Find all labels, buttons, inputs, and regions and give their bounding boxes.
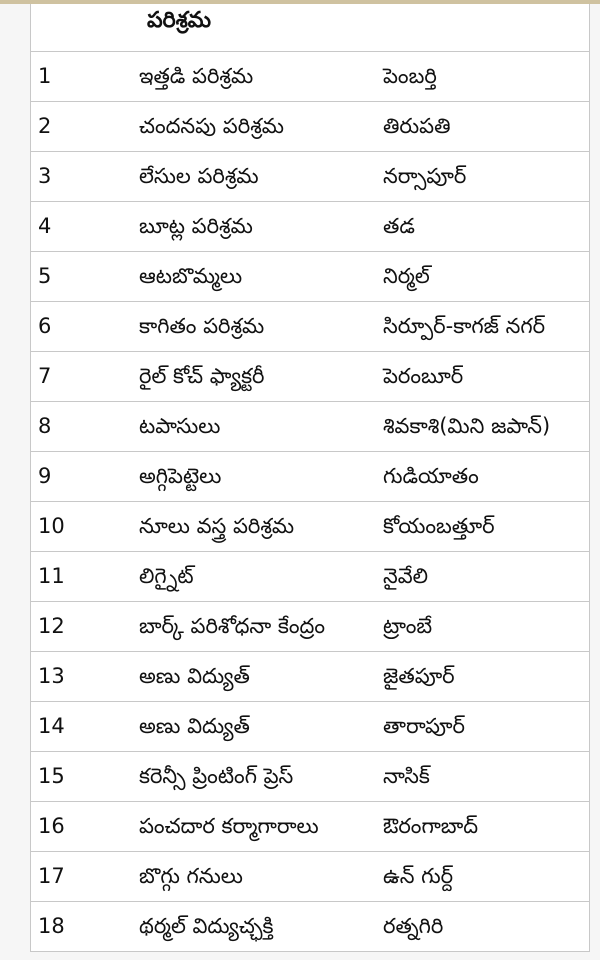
industry-location: నర్సాపూర్ <box>383 164 467 188</box>
industries-table <box>30 4 590 952</box>
row-number: 1 <box>38 64 52 88</box>
industry-name: టపాసులు <box>139 414 221 438</box>
table-body <box>31 52 589 952</box>
header-industry-label: పరిశ్రమ <box>147 8 212 33</box>
industry-name: బూట్ల పరిశ్రమ <box>139 214 253 238</box>
industry-location: సిర్పూర్-కాగజ్ నగర్ <box>383 314 546 338</box>
row-number: 6 <box>38 314 52 338</box>
table-row <box>31 102 589 152</box>
table-row <box>31 502 589 552</box>
industry-location: తడ <box>383 214 415 238</box>
industry-name: థర్మల్ విద్యుచ్ఛక్తి <box>139 914 274 938</box>
row-number: 9 <box>38 464 52 488</box>
industry-location: ఉన్ గుర్ద్ <box>383 864 454 888</box>
table-row <box>31 702 589 752</box>
table-row <box>31 202 589 252</box>
industry-name: బార్క్ పరిశోధనా కేంద్రం <box>139 614 326 638</box>
industry-name: అణు విద్యుత్ <box>139 664 250 688</box>
industry-location: గుడియాతం <box>383 464 479 488</box>
table-row <box>31 52 589 102</box>
row-number: 14 <box>38 714 65 738</box>
table-row <box>31 402 589 452</box>
industry-name: కాగితం పరిశ్రమ <box>139 314 265 338</box>
industry-name: చందనపు పరిశ్రమ <box>139 114 284 138</box>
row-number: 3 <box>38 164 52 188</box>
row-number: 11 <box>38 564 65 588</box>
table-row <box>31 752 589 802</box>
industry-name: ఆటబొమ్మలు <box>139 264 243 288</box>
industry-location: తారాపూర్ <box>383 714 465 738</box>
industry-name: అణు విద్యుత్ <box>139 714 250 738</box>
row-number: 15 <box>38 764 65 788</box>
industry-name: రైల్ కోచ్ ఫ్యాక్టరీ <box>139 364 265 388</box>
row-number: 2 <box>38 114 52 138</box>
row-number: 7 <box>38 364 52 388</box>
industry-name: ఇత్తడి పరిశ్రమ <box>139 64 254 88</box>
table-row <box>31 602 589 652</box>
table-row <box>31 252 589 302</box>
table-row <box>31 652 589 702</box>
row-number: 17 <box>38 864 65 888</box>
industry-location: నిర్మల్ <box>383 264 430 288</box>
industry-location: పెరంబూర్ <box>383 364 464 388</box>
industry-location: కోయంబత్తూర్ <box>383 514 495 538</box>
table-row <box>31 852 589 902</box>
table-row <box>31 902 589 952</box>
industry-name: నూలు వస్త్ర పరిశ్రమ <box>139 514 295 538</box>
row-number: 13 <box>38 664 65 688</box>
industry-name: బొగ్గు గనులు <box>139 864 243 888</box>
table-row <box>31 552 589 602</box>
table-row <box>31 352 589 402</box>
industry-location: నైవేలి <box>383 564 429 588</box>
industry-location: ఔరంగాబాద్ <box>383 814 479 838</box>
row-number: 8 <box>38 414 52 438</box>
industry-location: రత్నగిరి <box>383 914 444 938</box>
industry-name: అగ్గిపెట్టెలు <box>139 464 222 488</box>
row-number: 16 <box>38 814 65 838</box>
table-header <box>31 4 589 52</box>
row-number: 4 <box>38 214 52 238</box>
row-number: 18 <box>38 914 65 938</box>
table-row <box>31 452 589 502</box>
industry-name: పంచదార కర్మాగారాలు <box>139 814 319 838</box>
industry-location: ట్రాంబే <box>383 614 433 638</box>
industry-location: శివకాశి(మిని జపాన్) <box>383 414 551 438</box>
industry-name: లేసుల పరిశ్రమ <box>139 164 259 188</box>
industry-location: జైతపూర్ <box>383 664 455 688</box>
industry-name: కరెన్సీ ప్రింటింగ్ ప్రెస్ <box>139 764 294 788</box>
industry-name: లిగ్నైట్ <box>139 564 194 588</box>
table-row <box>31 152 589 202</box>
industry-location: పెంబర్తి <box>383 64 437 88</box>
table-row <box>31 802 589 852</box>
row-number: 12 <box>38 614 65 638</box>
industry-location: నాసిక్ <box>383 764 430 788</box>
industry-location: తిరుపతి <box>383 114 451 138</box>
table-row <box>31 302 589 352</box>
row-number: 10 <box>38 514 65 538</box>
row-number: 5 <box>38 264 52 288</box>
